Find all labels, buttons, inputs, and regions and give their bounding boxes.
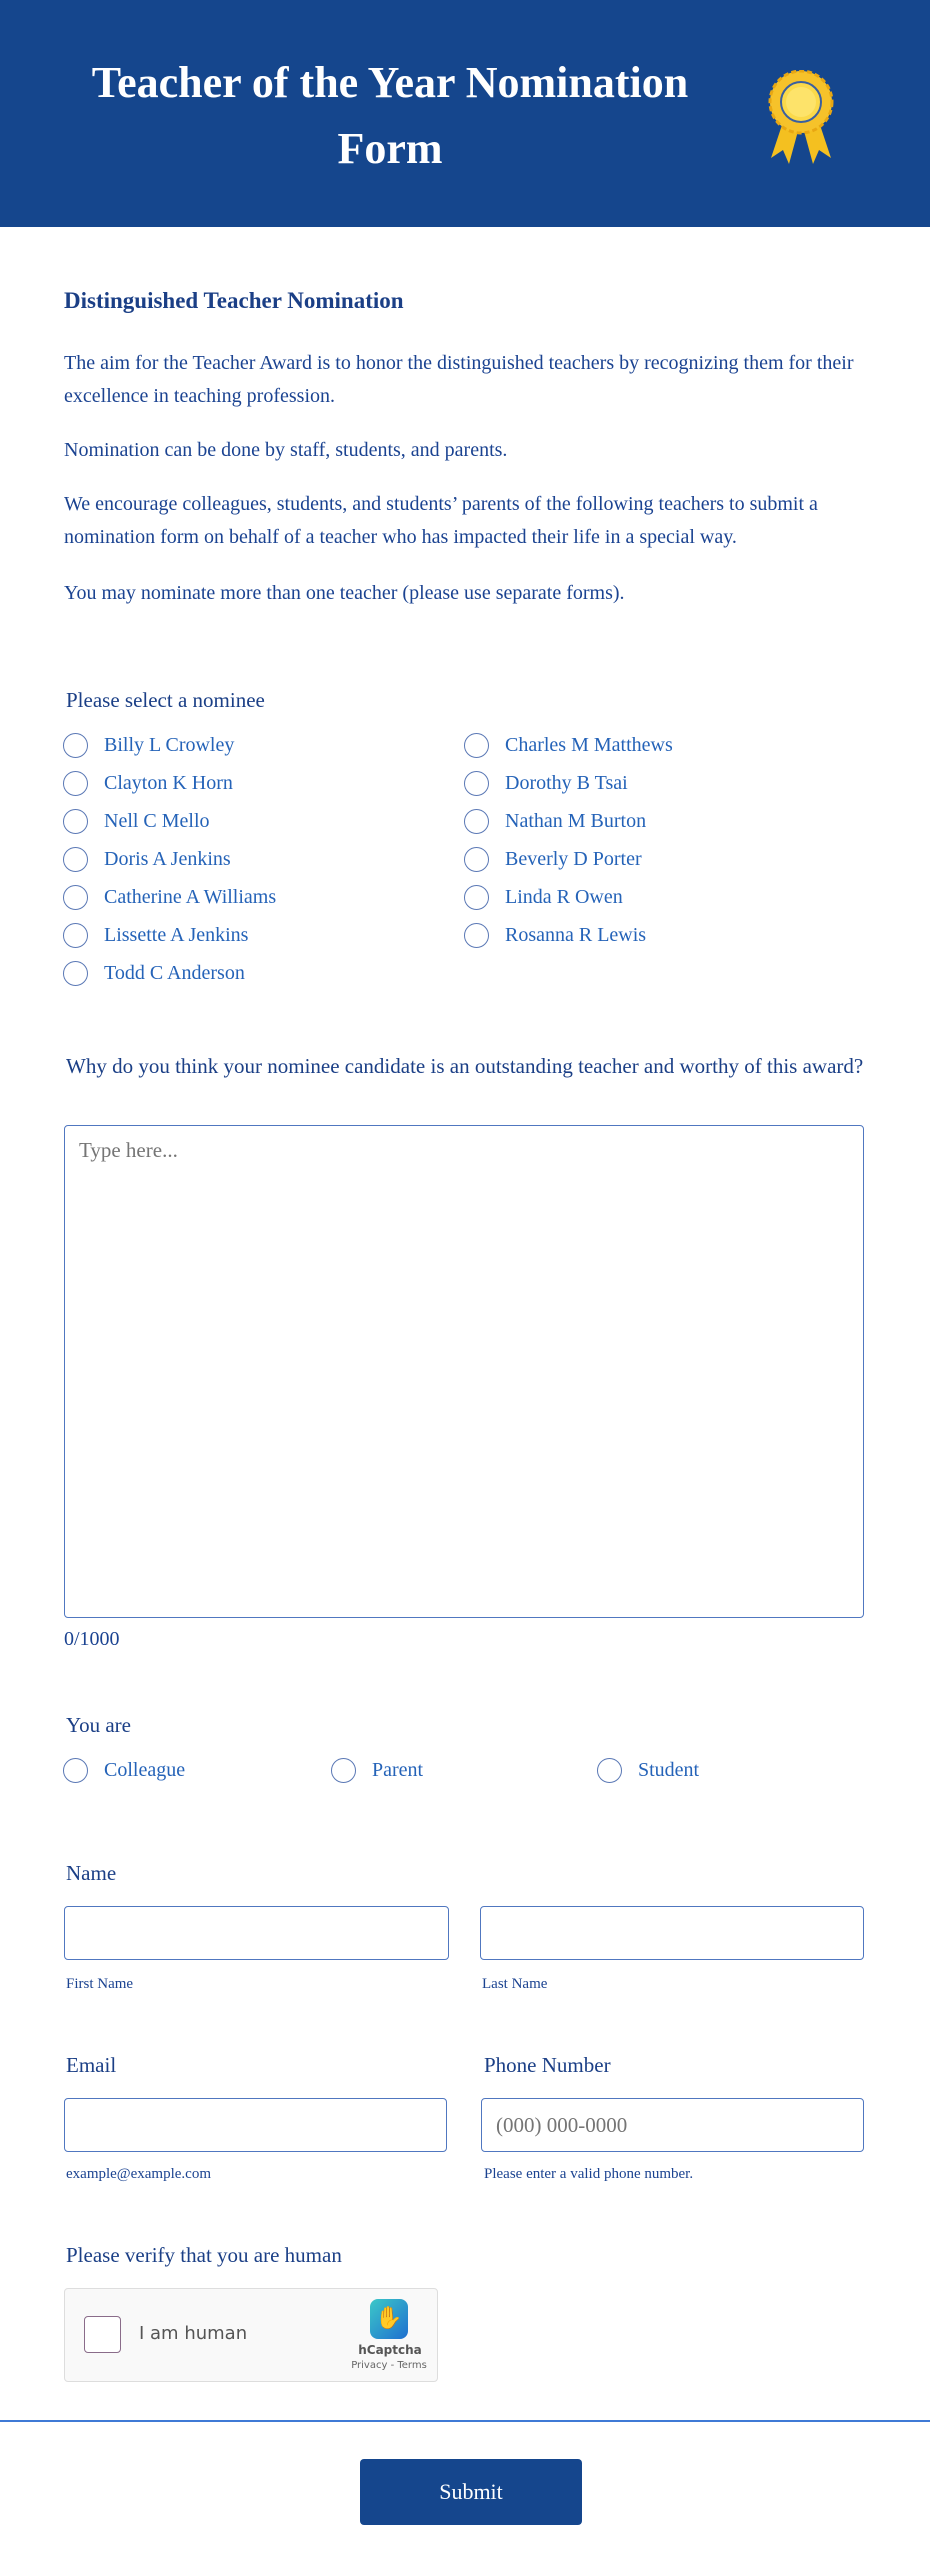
radio-nominee[interactable]: [63, 809, 210, 834]
radio-label: Lissette A Jenkins: [104, 924, 249, 946]
radio-label: Nell C Mello: [104, 810, 210, 832]
nominee-label: Please select a nominee: [66, 688, 265, 712]
radio-role-parent[interactable]: [331, 1758, 423, 1783]
header: [0, 0, 930, 227]
intro-paragraph: You may nominate more than one teacher (please use separate forms).: [64, 582, 625, 604]
phone-sublabel: Please enter a valid phone number.: [484, 2166, 694, 2182]
radio-label: Rosanna R Lewis: [505, 924, 647, 946]
radio-nominee[interactable]: [63, 771, 233, 796]
name-label: Name: [66, 1861, 117, 1885]
radio-label: Todd C Anderson: [104, 962, 245, 984]
character-counter: 0/1000: [64, 1628, 120, 1650]
email-input[interactable]: [64, 2098, 447, 2152]
radio-nominee[interactable]: [464, 809, 646, 834]
captcha-checkbox[interactable]: [84, 2316, 121, 2353]
radio-label: Linda R Owen: [505, 886, 623, 908]
radio-nominee[interactable]: [464, 771, 628, 796]
radio-label: Dorothy B Tsai: [505, 772, 628, 794]
radio-label: Charles M Matthews: [505, 734, 673, 756]
intro-paragraph: Nomination can be done by staff, students, and parents.: [64, 439, 508, 461]
radio-label: Nathan M Burton: [505, 810, 647, 832]
first-name-input[interactable]: [64, 1906, 449, 1960]
radio-circle[interactable]: [63, 961, 88, 986]
role-label: You are: [66, 1713, 131, 1737]
page-title: Teacher of the Year Nomination Form: [91, 58, 689, 173]
hcaptcha-brand: hCaptcha: [358, 2343, 422, 2357]
radio-circle[interactable]: [63, 733, 88, 758]
radio-nominee[interactable]: [63, 923, 248, 948]
radio-nominee[interactable]: [464, 847, 642, 872]
captcha-checkbox-label: I am human: [139, 2323, 248, 2344]
radio-circle[interactable]: [63, 923, 88, 948]
radio-circle[interactable]: [63, 809, 88, 834]
radio-label: Doris A Jenkins: [104, 848, 231, 870]
radio-label: Clayton K Horn: [104, 772, 233, 794]
radio-circle[interactable]: [464, 771, 489, 796]
captcha-label: Please verify that you are human: [66, 2243, 342, 2267]
reason-textarea[interactable]: [64, 1125, 864, 1618]
award-ribbon-icon: [765, 70, 837, 165]
radio-circle[interactable]: [464, 847, 489, 872]
radio-circle[interactable]: [63, 847, 88, 872]
phone-label: Phone Number: [484, 2053, 611, 2077]
reason-label: Why do you think your nominee candidate is an outstanding teacher and worthy of this award?: [66, 1054, 864, 1078]
radio-role-student[interactable]: [597, 1758, 699, 1783]
hcaptcha-links[interactable]: Privacy - Terms: [351, 2360, 427, 2371]
radio-circle[interactable]: [597, 1758, 622, 1783]
radio-circle[interactable]: [331, 1758, 356, 1783]
radio-nominee[interactable]: [464, 733, 673, 758]
radio-circle[interactable]: [464, 923, 489, 948]
hcaptcha-logo-icon: ✋: [370, 2299, 408, 2339]
intro-heading: Distinguished Teacher Nomination: [64, 288, 404, 313]
submit-button[interactable]: Submit: [360, 2459, 582, 2525]
radio-circle[interactable]: [63, 1758, 88, 1783]
intro-paragraph: We encourage colleagues, students, and students’ parents of the following teachers to submit a nomination form on behalf of a teacher who has impacted their life in a special way.: [64, 493, 818, 548]
radio-nominee[interactable]: [63, 847, 231, 872]
phone-input[interactable]: [481, 2098, 864, 2152]
last-name-input[interactable]: [480, 1906, 864, 1960]
radio-nominee[interactable]: [464, 885, 623, 910]
radio-label: Colleague: [104, 1759, 186, 1781]
radio-circle[interactable]: [63, 771, 88, 796]
hcaptcha-widget: [64, 2288, 438, 2382]
radio-circle[interactable]: [464, 885, 489, 910]
radio-role-colleague[interactable]: [63, 1758, 185, 1783]
radio-circle[interactable]: [464, 809, 489, 834]
first-name-sublabel: First Name: [66, 1976, 134, 1992]
radio-nominee[interactable]: [63, 733, 234, 758]
radio-label: Beverly D Porter: [505, 848, 642, 870]
last-name-sublabel: Last Name: [482, 1976, 548, 1992]
radio-label: Parent: [372, 1759, 424, 1781]
radio-label: Student: [638, 1759, 700, 1781]
email-label: Email: [66, 2053, 117, 2077]
radio-nominee[interactable]: [63, 961, 245, 986]
radio-label: Catherine A Williams: [104, 886, 277, 908]
intro-paragraph: The aim for the Teacher Award is to honor the distinguished teachers by recognizing them for their excellence in teaching profession.: [64, 352, 854, 407]
email-sublabel: example@example.com: [66, 2166, 212, 2182]
divider: [0, 2420, 930, 2422]
radio-circle[interactable]: [464, 733, 489, 758]
radio-nominee[interactable]: [464, 923, 646, 948]
radio-label: Billy L Crowley: [104, 734, 235, 756]
radio-nominee[interactable]: [63, 885, 276, 910]
radio-circle[interactable]: [63, 885, 88, 910]
